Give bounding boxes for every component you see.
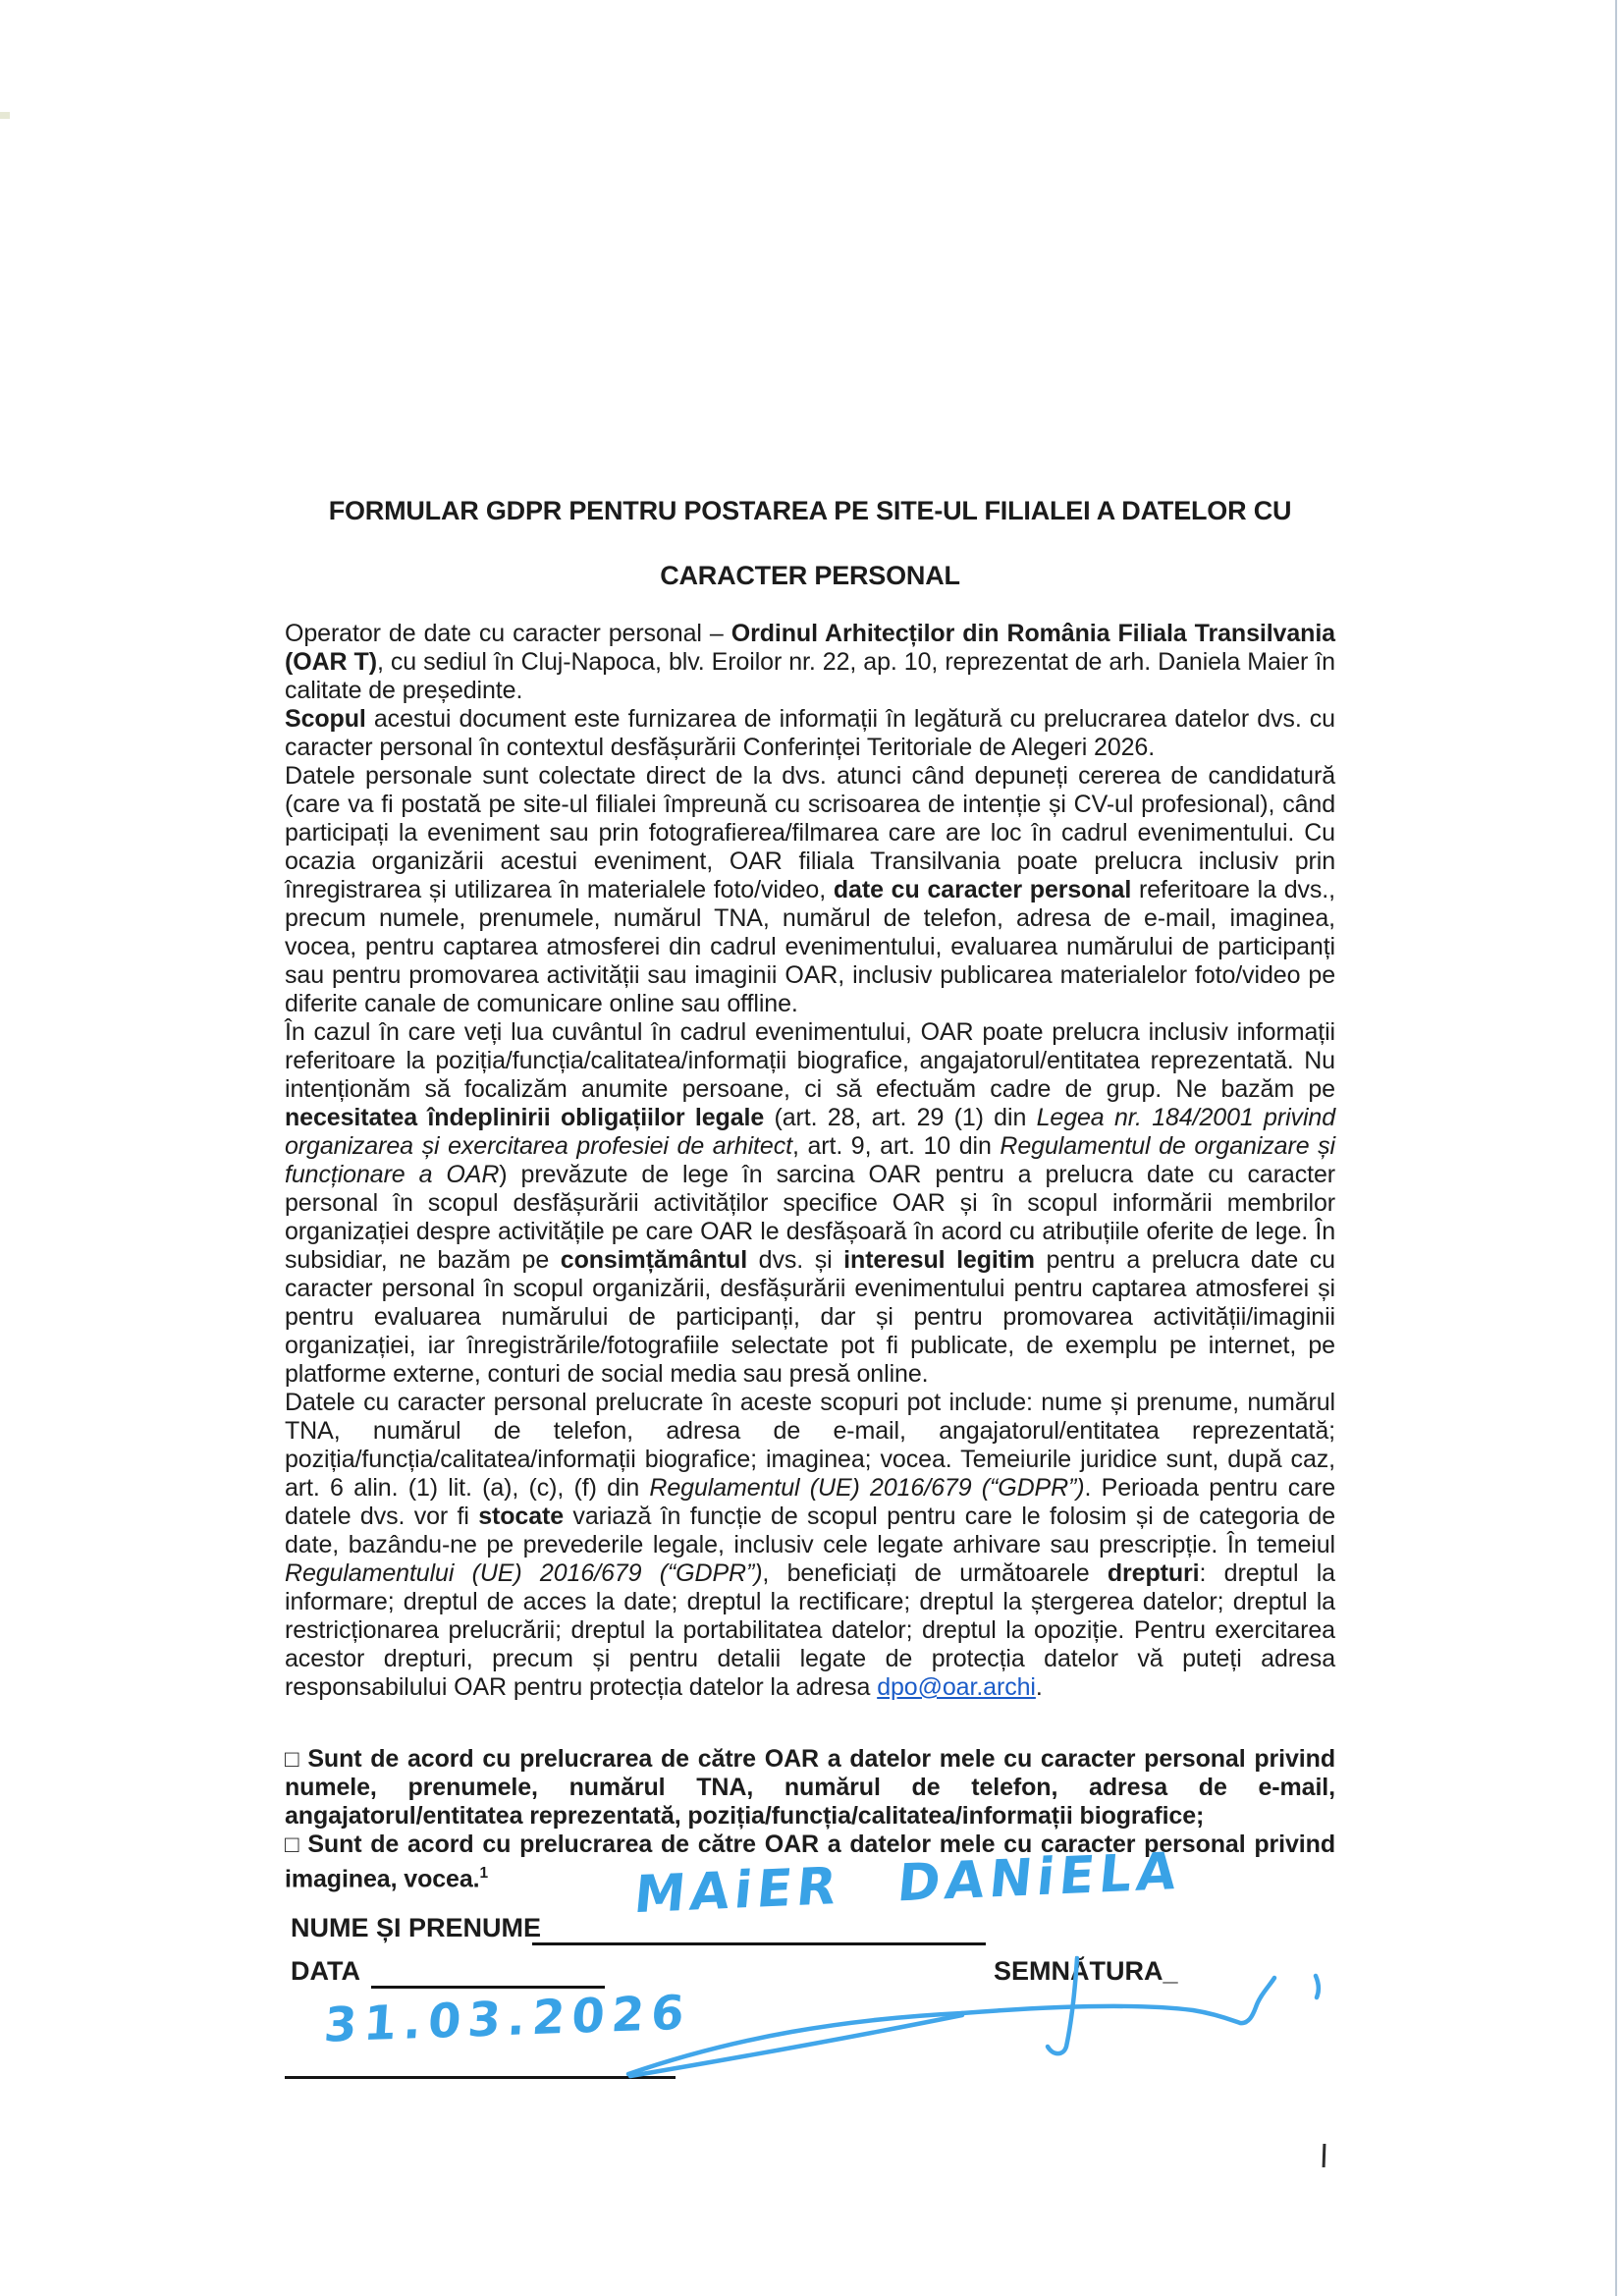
- signature-stroke-tail: [962, 1978, 1274, 2023]
- document-title-line2: CARACTER PERSONAL: [660, 561, 960, 590]
- paragraph: [285, 620, 1335, 705]
- text-run: (art. 28, art. 29 (1) din: [764, 1104, 1037, 1131]
- text-run: date cu caracter personal: [833, 876, 1132, 903]
- text-run: Legea nr. 184/2001 privind organizarea și exercitarea profesiei de arhitect: [285, 1104, 1336, 1160]
- text-run: Regulamentului (UE) 2016/679 (“GDPR”): [285, 1559, 763, 1587]
- text-run: , beneficiați de următoarele: [762, 1559, 1108, 1587]
- text-run: ) prevăzute de lege în sarcina OAR pentru a prelucra date cu caracter personal în scopul desfășurării activităților specifice OAR și în scopul informării membrilor organizației despre activitățile pe care OAR le desfășoară în acord cu atribuțiile oferite de lege. În subsidiar, ne bazăm pe: [285, 1161, 1335, 1274]
- scan-edge-line: [1615, 0, 1617, 2296]
- text-run: : dreptul la informare; dreptul de acces la date; dreptul la rectificare; dreptul la ștergerea datelor; dreptul la restricționarea prelucrării; dreptul la portabilitatea datelor; dreptul la opoziție. Pentru exercitarea acestor drepturi, precum și pentru detalii legate de protecția datelor vă puteți adresa responsabilului OAR pentru protecția datelor la adresa: [285, 1559, 1335, 1701]
- handwritten-last-name: DANiELA: [894, 1842, 1184, 1914]
- paragraph: [285, 1018, 1335, 1389]
- signature-stroke-tick: [1316, 1976, 1319, 1997]
- text-run: În cazul în care veți lua cuvântul în cadrul evenimentului, OAR poate prelucra inclusiv informații referitoare la poziția/funcția/calitatea/informații biografice, angajatorul/entitatea reprezentată. Nu intenționăm să focalizăm anumite persoane, ci să efectuăm cadre de grup. Ne bazăm pe: [285, 1018, 1335, 1103]
- document-title: [285, 496, 1335, 590]
- text-run: Regulamentul de organizare și funcționare a OAR: [285, 1132, 1335, 1188]
- text-run: acestui document este furnizarea de informații în legătură cu prelucrarea datelor dvs. cu caracter personal în contextul desfășurării Conferinței Teritoriale de Alegeri 2026.: [285, 705, 1335, 761]
- text-run: , art. 9, art. 10 din: [791, 1132, 1001, 1160]
- handwriting-gap: [839, 1901, 896, 1904]
- paragraph: [285, 1389, 1335, 1702]
- signature-field-label: SEMNĂTURA_: [994, 1956, 1178, 1987]
- date-field-label: DATA: [291, 1956, 360, 1987]
- text-run: dvs. și: [747, 1246, 844, 1274]
- email-link[interactable]: dpo@oar.archi: [877, 1673, 1036, 1701]
- handwritten-signature: [550, 1927, 1355, 2094]
- consent-item: [285, 1745, 1335, 1831]
- signature-stroke-lower: [630, 2015, 962, 2076]
- text-run: consimțământul: [560, 1246, 748, 1274]
- name-field-label: NUME ȘI PRENUME: [291, 1913, 542, 1943]
- scan-mark-top-left: [0, 112, 10, 119]
- checkbox-icon: □: [285, 1831, 301, 1858]
- signature-stroke-upper: [628, 2013, 962, 2074]
- text-run: Regulamentul (UE) 2016/679 (“GDPR”): [649, 1474, 1085, 1502]
- document-content: [285, 0, 1335, 2153]
- handwritten-date: 31.03.2026: [322, 1985, 693, 2053]
- text-run: . Perioada pentru care datele dvs. vor fi: [285, 1474, 1335, 1530]
- text-run: drepturi: [1107, 1559, 1200, 1587]
- document-title-line1: FORMULAR GDPR PENTRU POSTAREA PE SITE-UL FILIALEI A DATELOR CU: [328, 496, 1292, 525]
- paragraph: [285, 705, 1335, 762]
- text-run: Sunt de acord cu prelucrarea de către OAR a datelor mele cu caracter personal privind imaginea, vocea.: [285, 1831, 1335, 1893]
- text-run: , cu sediul în Cluj-Napoca, blv. Eroilor nr. 22, ap. 10, reprezentat de arh. Daniela Maier în calitate de președinte.: [285, 648, 1335, 704]
- text-run: Scopul: [285, 705, 366, 733]
- text-run: .: [1035, 1673, 1043, 1701]
- text-run: Sunt de acord cu prelucrarea de către OAR a datelor mele cu caracter personal privind numele, prenumele, numărul TNA, numărul de telefon, adresa de e-mail, angajatorul/entitatea reprezentată, poziția/funcția/calitatea/informații biografice;: [285, 1745, 1335, 1830]
- checkbox-icon: □: [285, 1746, 301, 1773]
- text-run: necesitatea îndeplinirii obligațiilor legale: [285, 1104, 765, 1131]
- paragraph: [285, 762, 1335, 1018]
- text-run: Ordinul Arhitecților din România Filiala Transilvania (OAR T): [285, 620, 1335, 676]
- text-run: Datele personale sunt colectate direct de la dvs. atunci când depuneți cererea de candidatură (care va fi postată pe site-ul filialei împreună cu scrisoarea de intenție și CV-ul profesional), când participați la eveniment sau prin fotografierea/filmarea care are loc în cadrul evenimentului. Cu ocazia organizării acestui eveniment, OAR filiala Transilvania poate prelucra inclusiv prin înregistrarea și utilizarea în materialele foto/video,: [285, 762, 1335, 903]
- text-run: pentru a prelucra date cu caracter personal în scopul organizării, desfășurării evenimentului pentru captarea atmosferei și pentru evaluarea numărului de participanți, dar și pentru promovarea activității/imaginii organizației, iar înregistrările/fotografiile selectate pot fi publicate, de exemplu pe internet, pe platforme externe, conturi de social media sau presă online.: [285, 1246, 1335, 1388]
- text-run: Operator de date cu caracter personal –: [285, 620, 731, 647]
- body-paragraphs: [285, 620, 1335, 1702]
- text-run: referitoare la dvs., precum numele, prenumele, numărul TNA, numărul de telefon, adresa de e-mail, imaginea, vocea, pentru captarea atmosferei din cadrul evenimentului, evaluarea numărului de participanți sau pentru promovarea activității sau imaginii OAR, inclusiv publicarea materialelor foto/video pe diferite canale de comunicare online sau offline.: [285, 876, 1336, 1017]
- pen-tick-mark: [1323, 2144, 1326, 2167]
- handwritten-first-name: MAiER: [631, 1857, 844, 1926]
- footnote-marker: 1: [479, 1865, 489, 1882]
- text-run: interesul legitim: [843, 1246, 1035, 1274]
- text-run: Datele cu caracter personal prelucrate în aceste scopuri pot include: nume și prenume, numărul TNA, numărul de telefon, adresa de e-mail, angajatorul/entitatea reprezentată; poziția/funcția/calitatea/informații biografice; imaginea; vocea. Temeiurile juridice sunt, după caz, art. 6 alin. (1) lit. (a), (c), (f) din: [285, 1389, 1335, 1502]
- text-run: variază în funcție de scopul pentru care le folosim și de categoria de date, bazându-ne pe prevederile legale, inclusiv cele legate arhivare sau prescripție. În temeiul: [285, 1503, 1335, 1558]
- text-run: stocate: [478, 1503, 565, 1530]
